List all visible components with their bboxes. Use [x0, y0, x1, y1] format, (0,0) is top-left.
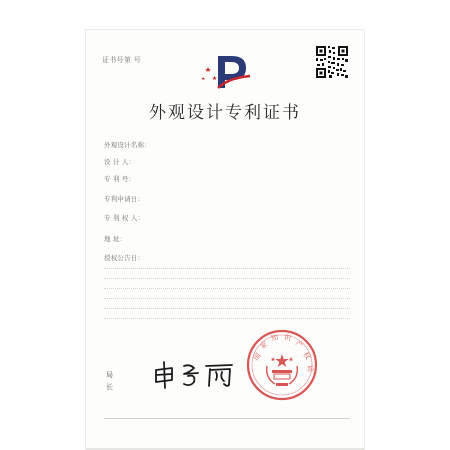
field-announcement-date — [104, 253, 144, 262]
director-label-1: 局 — [106, 371, 113, 379]
field-label: 设 计 人： — [104, 158, 136, 166]
svg-text:知: 知 — [270, 333, 279, 343]
field-label: 地 址： — [104, 235, 127, 243]
body-text-line — [104, 294, 350, 299]
cnipa-logo-icon — [198, 50, 254, 90]
field-designer — [104, 157, 135, 166]
field-design-name — [104, 140, 151, 149]
official-seal-icon — [245, 328, 319, 402]
director-signature — [150, 360, 240, 390]
qr-code-icon — [315, 45, 349, 79]
field-label: 专 利 权 人： — [104, 214, 145, 222]
body-text-line — [104, 274, 350, 279]
field-label: 专 利 号： — [104, 175, 136, 183]
svg-text:局: 局 — [305, 364, 315, 373]
svg-text:识: 识 — [283, 333, 292, 343]
field-patent-no — [104, 174, 135, 183]
body-text-line — [104, 304, 350, 309]
body-text-line — [104, 314, 350, 319]
director-label-2: 长 — [106, 383, 113, 391]
field-address — [104, 234, 126, 243]
svg-text:权: 权 — [301, 350, 312, 362]
footer-divider — [104, 418, 350, 419]
svg-text:产: 产 — [293, 339, 305, 350]
body-text-line — [104, 264, 350, 269]
field-filing-date — [104, 194, 144, 203]
svg-text:家: 家 — [258, 340, 270, 351]
body-text-line — [104, 284, 350, 289]
certificate-number: 证书号第 号 — [102, 56, 142, 64]
svg-text:国: 国 — [252, 351, 263, 363]
field-label: 专利申请日： — [104, 195, 145, 203]
field-label: 外观设计名称： — [104, 141, 151, 149]
field-patentee — [104, 213, 144, 222]
certificate-title: 外观设计专利证书 — [149, 103, 301, 123]
field-label: 授权公告日： — [104, 254, 145, 262]
